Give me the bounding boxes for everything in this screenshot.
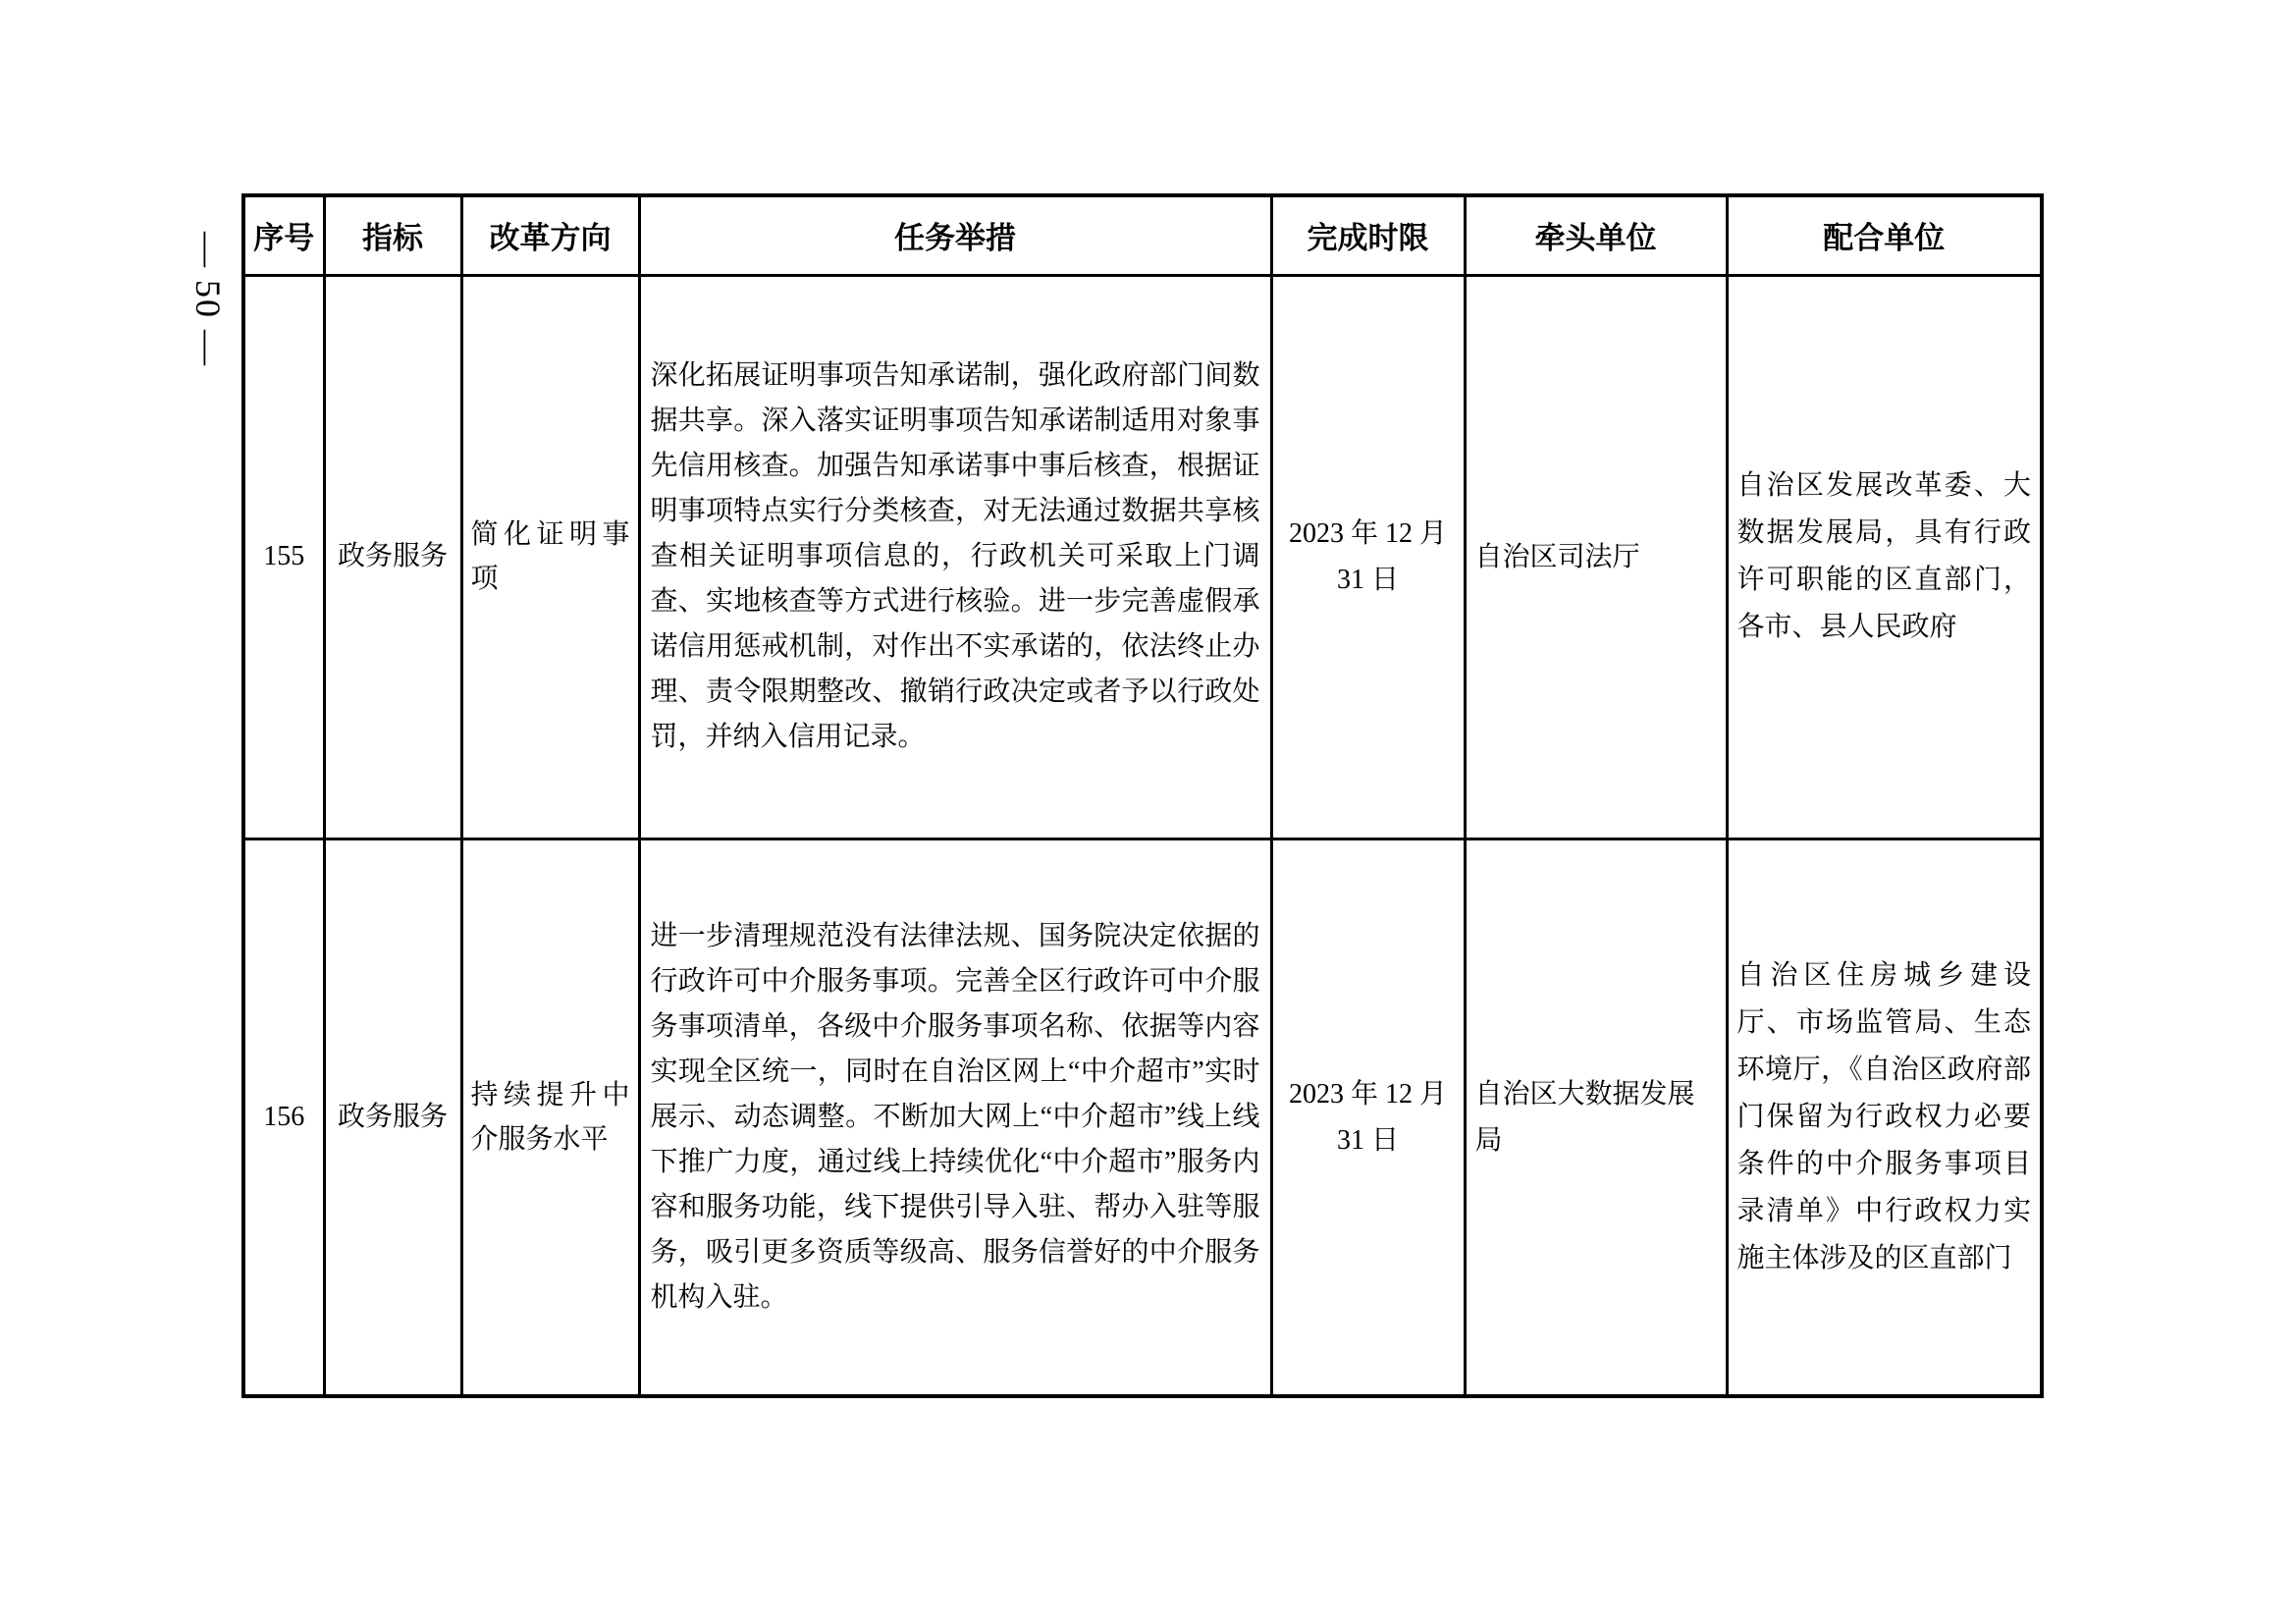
header-serial: 序号	[243, 195, 324, 275]
cell-direction: 简化证明事项	[461, 275, 639, 839]
header-indicator: 指标	[324, 195, 461, 275]
page-number-vertical: — 50 —	[188, 232, 228, 367]
cell-serial: 155	[243, 275, 324, 839]
cell-support-unit: 自治区发展改革委、大数据发展局，具有行政许可职能的区直部门，各市、县人民政府	[1727, 275, 2042, 839]
header-support-unit: 配合单位	[1727, 195, 2042, 275]
cell-indicator: 政务服务	[324, 275, 461, 839]
header-lead-unit: 牵头单位	[1465, 195, 1727, 275]
cell-direction: 持续提升中介服务水平	[461, 839, 639, 1396]
cell-lead-unit: 自治区司法厅	[1465, 275, 1727, 839]
table-row-156	[243, 839, 2042, 1396]
table-row-155	[243, 275, 2042, 839]
cell-support-unit: 自治区住房城乡建设厅、市场监管局、生态环境厅，《自治区政府部门保留为行政权力必要条件的中介服务事项目录清单》中行政权力实施主体涉及的区直部门	[1727, 839, 2042, 1396]
cell-deadline: 2023 年 12 月 31 日	[1271, 839, 1465, 1396]
cell-task: 进一步清理规范没有法律法规、国务院决定依据的行政许可中介服务事项。完善全区行政许可中介服务事项清单，各级中介服务事项名称、依据等内容实现全区统一，同时在自治区网上“中介超市”实时展示、动态调整。不断加大网上“中介超市”线上线下推广力度，通过线上持续优化“中介超市”服务内容和服务功能，线下提供引导入驻、帮办入驻等服务，吸引更多资质等级高、服务信誉好的中介服务机构入驻。	[639, 839, 1271, 1396]
cell-deadline: 2023 年 12 月 31 日	[1271, 275, 1465, 839]
cell-task: 深化拓展证明事项告知承诺制，强化政府部门间数据共享。深入落实证明事项告知承诺制适用对象事先信用核查。加强告知承诺事中事后核查，根据证明事项特点实行分类核查，对无法通过数据共享核查相关证明事项信息的，行政机关可采取上门调查、实地核查等方式进行核验。进一步完善虚假承诺信用惩戒机制，对作出不实承诺的，依法终止办理、责令限期整改、撤销行政决定或者予以行政处罚，并纳入信用记录。	[639, 275, 1271, 839]
tasks-table	[241, 193, 2044, 1398]
header-deadline: 完成时限	[1271, 195, 1465, 275]
header-task: 任务举措	[639, 195, 1271, 275]
cell-serial: 156	[243, 839, 324, 1396]
table-header-row	[243, 195, 2042, 275]
header-direction: 改革方向	[461, 195, 639, 275]
cell-indicator: 政务服务	[324, 839, 461, 1396]
cell-lead-unit: 自治区大数据发展局	[1465, 839, 1727, 1396]
